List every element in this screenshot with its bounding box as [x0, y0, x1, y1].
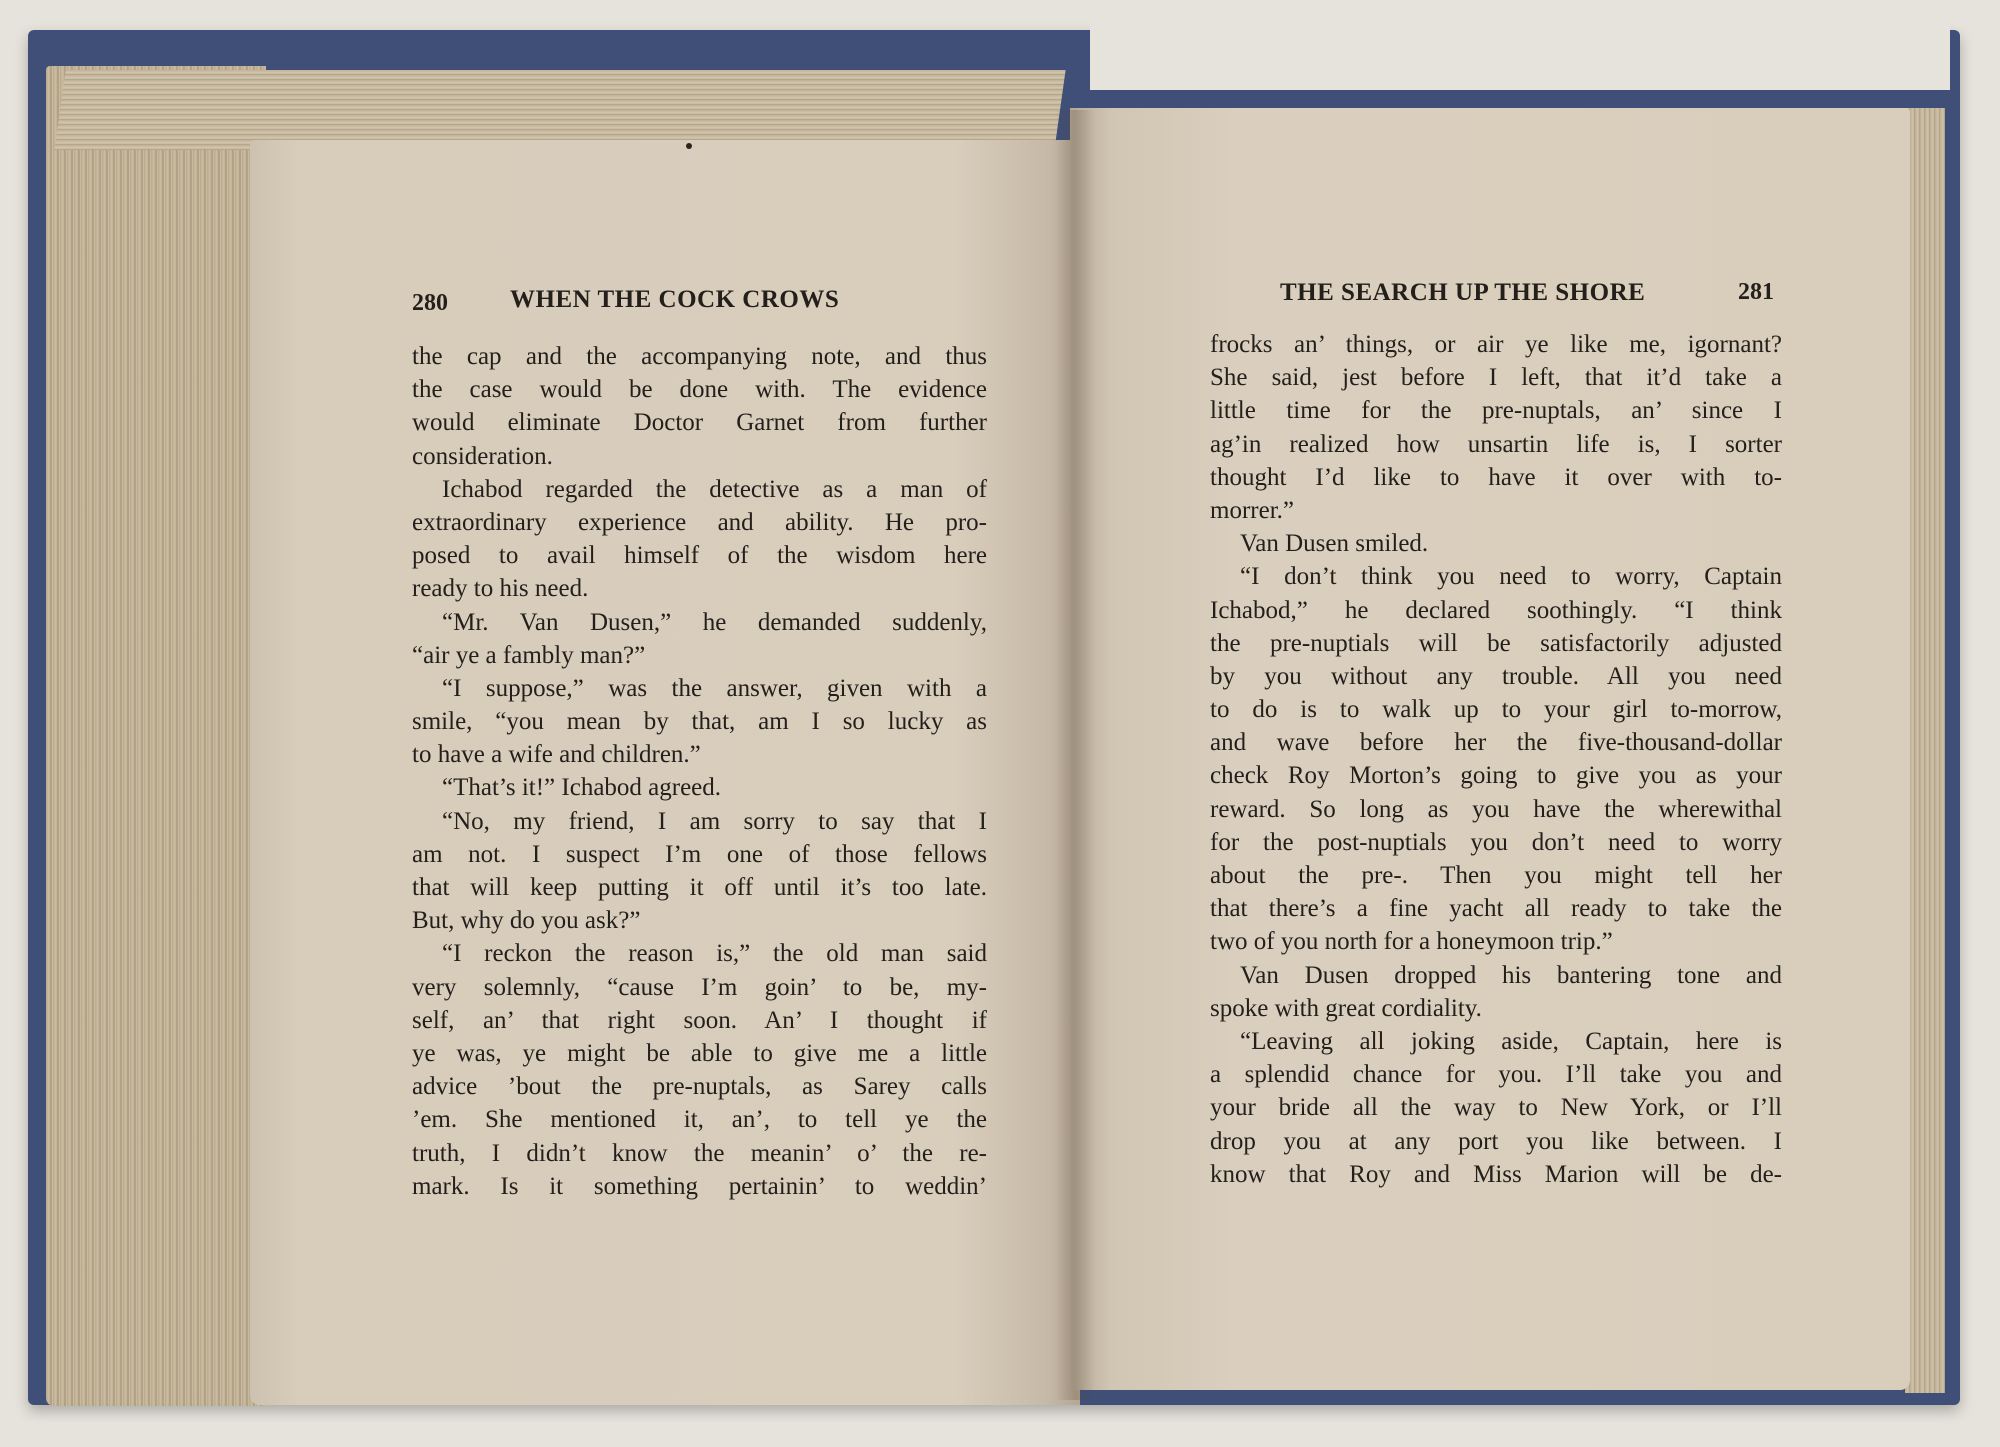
text-line: advice ’bout the pre-nuptals, as Sarey calls [412, 1073, 987, 1101]
text-line: “That’s it!” Ichabod agreed. [442, 774, 722, 802]
text-line: Ichabod regarded the detective as a man of [442, 475, 987, 503]
text-line: little time for the pre-nuptals, an’ since I [1210, 397, 1782, 425]
text-line: the cap and the accompanying note, and thus [412, 343, 987, 370]
text-line: Ichabod,” he declared soothingly. “I think [1210, 596, 1782, 624]
text-line: spoke with great cordiality. [1210, 994, 1482, 1022]
text-line: Van Dusen smiled. [1240, 530, 1429, 558]
text-line: frocks an’ things, or air ye like me, igornant? [1210, 331, 1782, 358]
text-line: Van Dusen dropped his bantering tone and [1240, 961, 1782, 989]
page-stack-top [54, 70, 1065, 150]
text-line: the case would be done with. The evidence [412, 376, 987, 404]
text-line: extraordinary experience and ability. He pro- [412, 508, 987, 536]
right-page-body [1210, 328, 1782, 1191]
text-line: about the pre-. Then you might tell her [1210, 862, 1782, 889]
left-page-body [412, 340, 987, 1203]
ink-speck [686, 143, 692, 149]
text-line: would eliminate Doctor Garnet from further [412, 409, 987, 437]
left-page-number: 280 [412, 290, 448, 316]
text-line: two of you north for a honeymoon trip.” [1210, 928, 1613, 956]
text-line: mark. Is it something pertainin’ to weddin’ [412, 1172, 987, 1200]
text-line: a splendid chance for you. I’ll take you and [1210, 1061, 1782, 1089]
text-line: “Mr. Van Dusen,” he demanded suddenly, [442, 608, 987, 636]
text-line: morrer.” [1210, 496, 1294, 524]
page-stack-left [46, 66, 266, 1406]
text-line: check Roy Morton’s going to give you as your [1210, 762, 1782, 790]
text-line: But, why do you ask?” [412, 907, 641, 935]
text-line: reward. So long as you have the wherewithal [1210, 795, 1782, 823]
text-line: posed to avail himself of the wisdom here [412, 542, 987, 570]
text-line: “I reckon the reason is,” the old man said [442, 940, 987, 968]
background-notch [1090, 20, 1950, 90]
text-line: that there’s a fine yacht all ready to take the [1210, 895, 1782, 923]
book-gutter [1055, 110, 1095, 1400]
text-line: ag’in realized how unsartin life is, I sorter [1210, 430, 1782, 458]
text-line: ready to his need. [412, 575, 589, 603]
text-line: the pre-nuptials will be satisfactorily adjusted [1210, 629, 1782, 657]
text-line: that will keep putting it off until it’s too late. [412, 874, 987, 901]
right-running-head: THE SEARCH UP THE SHORE [1280, 279, 1646, 306]
text-line: very solemnly, “cause I’m goin’ to be, my- [412, 973, 987, 1001]
text-line: your bride all the way to New York, or I’ll [1210, 1094, 1782, 1122]
text-line: thought I’d like to have it over with to- [1210, 463, 1782, 491]
text-line: drop you at any port you like between. I [1210, 1127, 1782, 1155]
text-line: ’em. She mentioned it, an’, to tell ye the [412, 1106, 987, 1134]
text-line: by you without any trouble. All you need [1210, 662, 1782, 690]
right-page-number: 281 [1738, 279, 1774, 305]
text-line: “I suppose,” was the answer, given with a [442, 674, 987, 702]
text-line: “No, my friend, I am sorry to say that I [442, 807, 987, 835]
text-line: know that Roy and Miss Marion will be de- [1210, 1160, 1782, 1188]
text-line: consideration. [412, 442, 553, 470]
text-line: She said, jest before I left, that it’d take a [1210, 364, 1782, 392]
text-line: “Leaving all joking aside, Captain, here is [1240, 1027, 1782, 1055]
text-line: am not. I suspect I’m one of those fellows [412, 840, 987, 868]
text-line: self, an’ that right soon. An’ I thought if [412, 1006, 987, 1034]
text-line: smile, “you mean by that, am I so lucky as [412, 708, 987, 736]
left-running-head: WHEN THE COCK CROWS [510, 286, 840, 313]
text-line: to do is to walk up to your girl to-morrow, [1210, 696, 1782, 724]
text-line: ye was, ye might be able to give me a little [412, 1039, 987, 1067]
text-line: “I don’t think you need to worry, Captain [1240, 563, 1782, 591]
text-line: truth, I didn’t know the meanin’ o’ the re- [412, 1139, 987, 1167]
text-line: “air ye a fambly man?” [412, 641, 646, 669]
text-line: to have a wife and children.” [412, 741, 701, 769]
page-stack-right [1905, 108, 1945, 1393]
text-line: for the post-nuptials you don’t need to worry [1210, 828, 1782, 856]
text-line: and wave before her the five-thousand-dollar [1210, 729, 1782, 757]
